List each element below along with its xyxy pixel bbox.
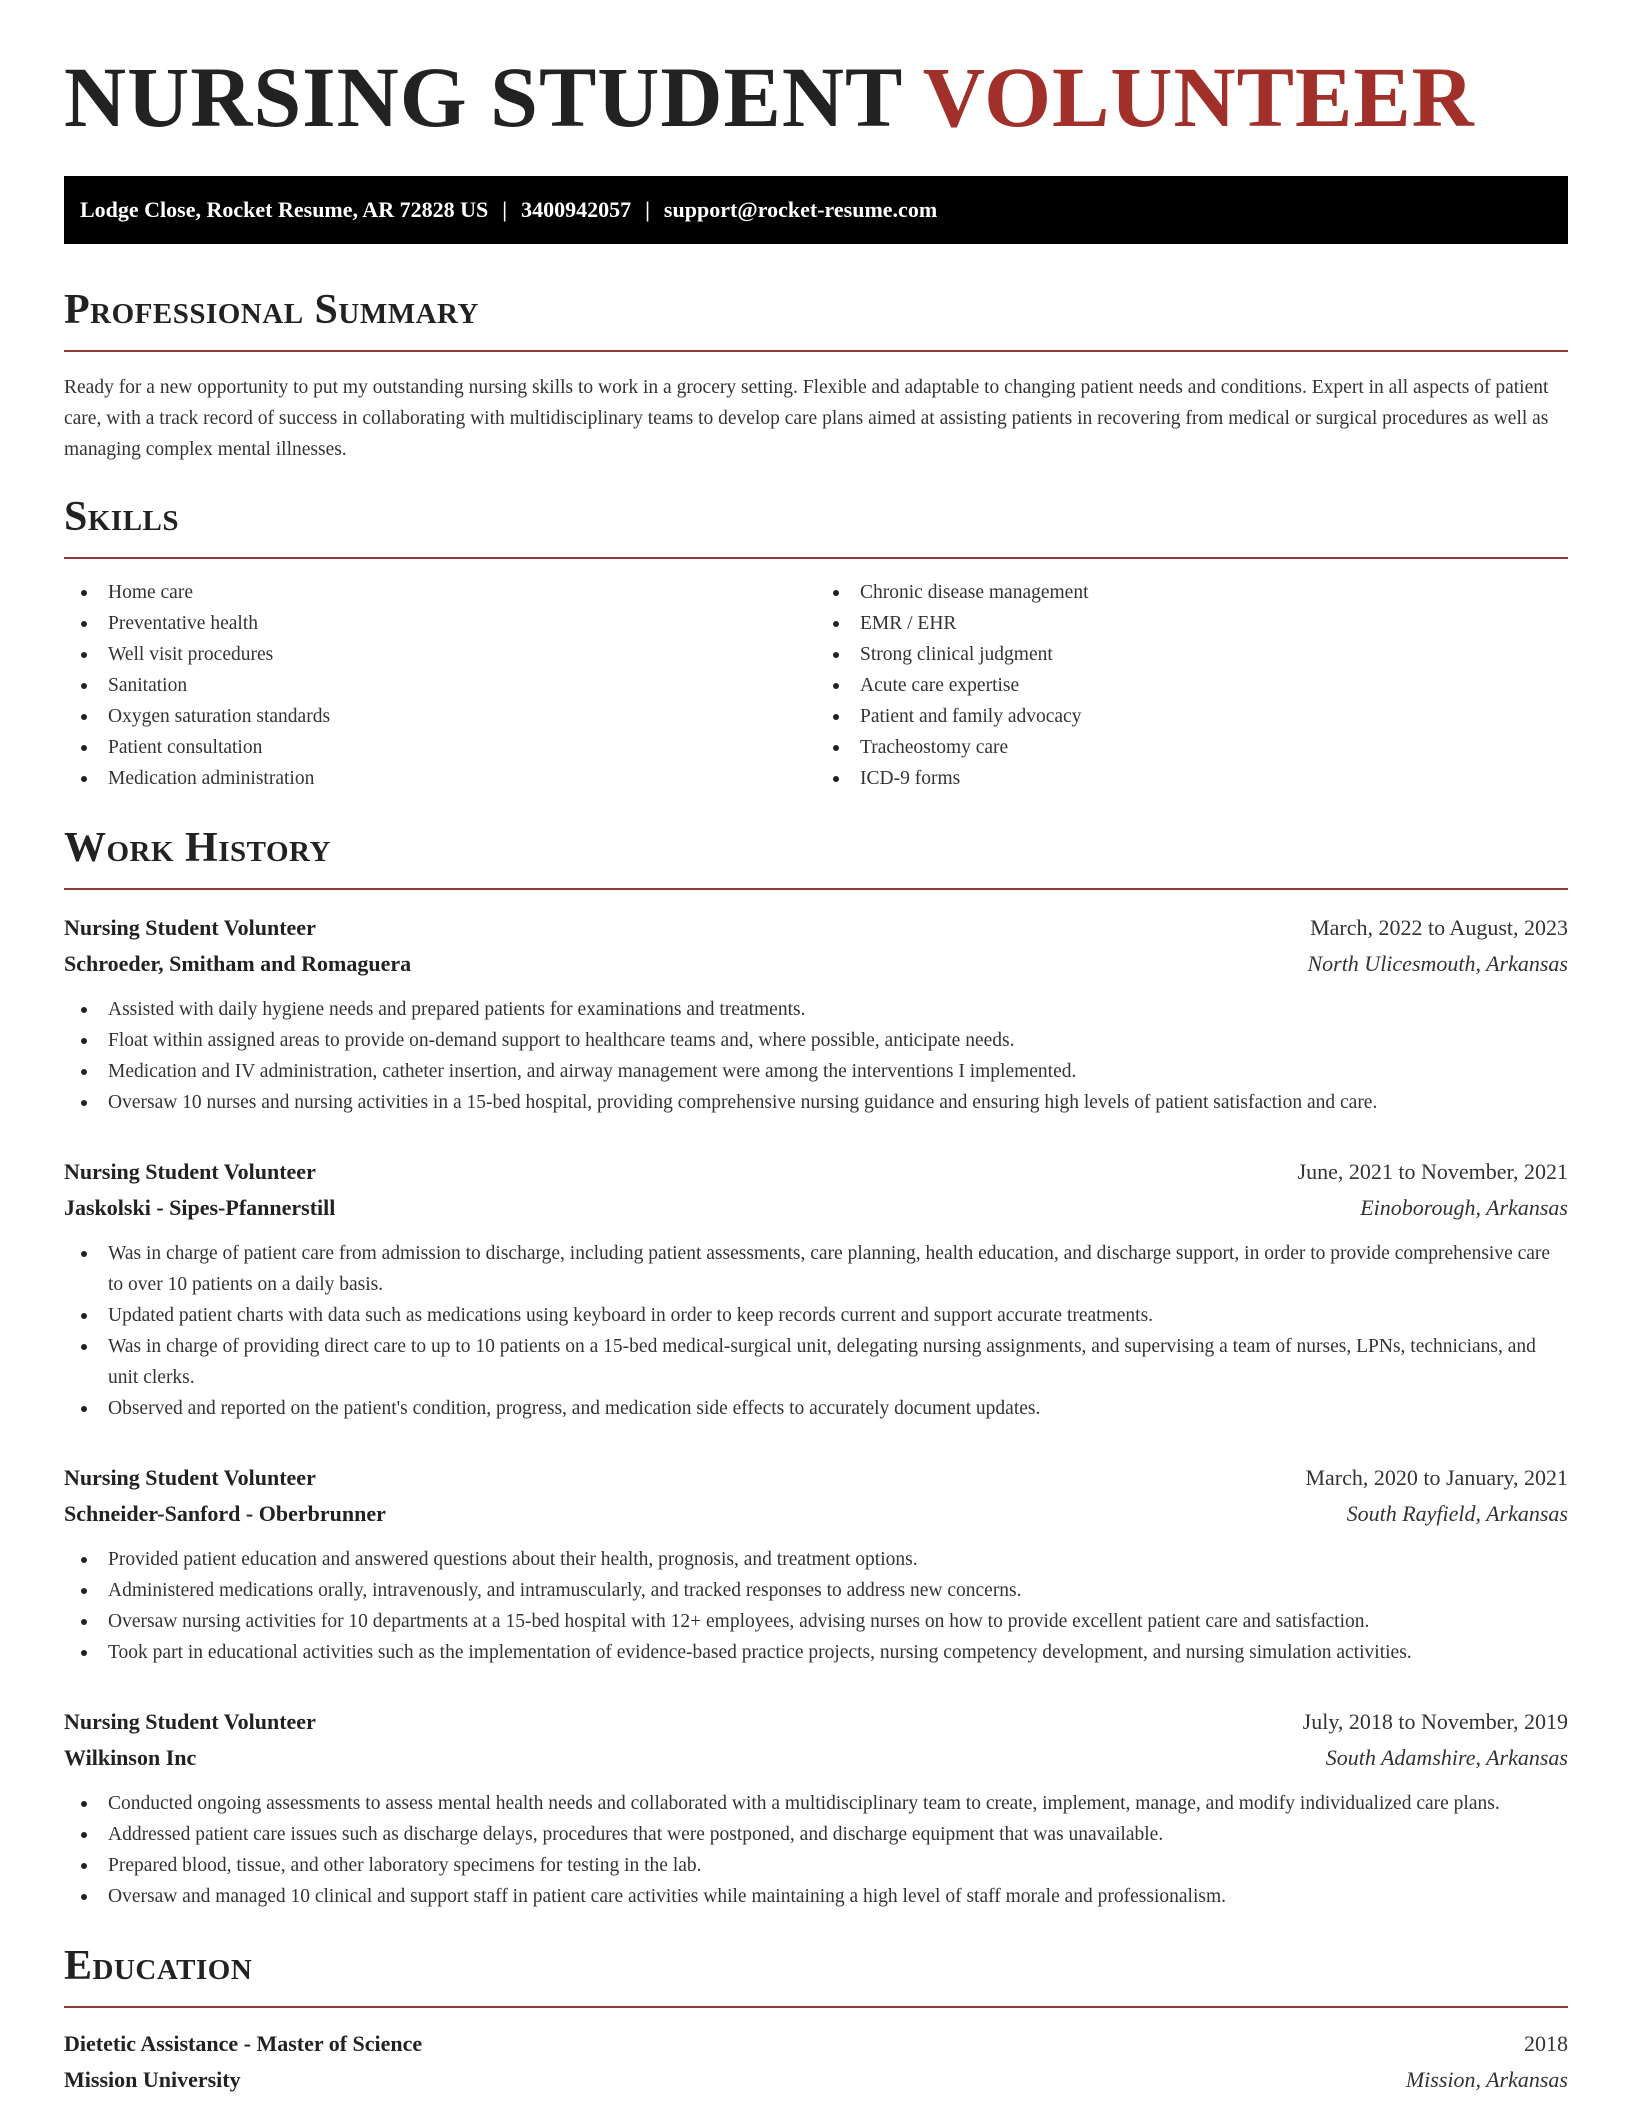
job-bullets (64, 1788, 1568, 1912)
job-bullet: Took part in educational activities such as the implementation of evidence-based practice projects, nursing competency development, and nursing simulation activities. (64, 1637, 1568, 1668)
skill-item: EMR / EHR (816, 608, 1568, 639)
job-location: Einoborough, Arkansas (1360, 1195, 1568, 1220)
job-bullet: Was in charge of patient care from admission to discharge, including patient assessments, care planning, health education, and discharge support, in order to provide comprehensive care to over 10 patients on a daily basis. (64, 1238, 1568, 1300)
job-bullet: Was in charge of providing direct care to up to 10 patients on a 15-bed medical-surgical unit, delegating nursing assignments, and supervising a team of nurses, LPNs, technicians, and unit clerks. (64, 1331, 1568, 1393)
skills-column-right (816, 577, 1568, 794)
education-header-row (64, 2026, 1568, 2062)
skill-item: ICD-9 forms (816, 763, 1568, 794)
job-location: South Adamshire, Arkansas (1325, 1745, 1568, 1770)
section-divider (64, 557, 1568, 559)
summary-heading: Professional Summary (64, 287, 479, 333)
education-section (64, 1942, 1568, 2098)
education-entry (64, 2026, 1568, 2098)
job-title: Nursing Student Volunteer (64, 1465, 316, 1490)
job-company: Wilkinson Inc (64, 1745, 197, 1770)
name-main: NURSING STUDENT (64, 49, 902, 145)
skill-item: Strong clinical judgment (816, 639, 1568, 670)
skill-item: Sanitation (64, 670, 816, 701)
job-bullet: Conducted ongoing assessments to assess mental health needs and collaborated with a multidisciplinary team to create, implement, manage, and modify individualized care plans. (64, 1788, 1568, 1819)
job-dates: July, 2018 to November, 2019 (1302, 1709, 1568, 1734)
summary-text: Ready for a new opportunity to put my outstanding nursing skills to work in a grocery setting. Flexible and adaptable to changing patient needs and conditions. Expert in all aspects of patient care, with a track record of success in collaborating with multidisciplinary teams to develop care plans aimed at assisting patients in recovering from medical or surgical procedures as well as managing complex mental illnesses. (64, 377, 1549, 460)
job-bullet: Float within assigned areas to provide on-demand support to healthcare teams and, where possible, anticipate needs. (64, 1025, 1568, 1056)
name-accent: VOLUNTEER (922, 49, 1475, 145)
skill-item: Oxygen saturation standards (64, 701, 816, 732)
section-divider (64, 350, 1568, 352)
job-entry (64, 1154, 1568, 1424)
contact-separator: | (645, 197, 650, 222)
skill-item: Preventative health (64, 608, 816, 639)
job-location: North Ulicesmouth, Arkansas (1307, 951, 1568, 976)
skill-item: Medication administration (64, 763, 816, 794)
job-title: Nursing Student Volunteer (64, 1159, 316, 1184)
section-divider (64, 888, 1568, 890)
job-company: Schroeder, Smitham and Romaguera (64, 951, 412, 976)
contact-phone: 3400942057 (521, 197, 632, 222)
education-school-row (64, 2062, 1568, 2098)
contact-separator: | (502, 197, 508, 222)
job-header-row (64, 1460, 1568, 1496)
resume-name (64, 0, 1568, 145)
job-bullet: Observed and reported on the patient's condition, progress, and medication side effects to accurately document updates. (64, 1393, 1568, 1424)
job-bullet: Addressed patient care issues such as discharge delays, procedures that were postponed, and discharge equipment that was unavailable. (64, 1819, 1568, 1850)
summary-section (64, 286, 1568, 465)
job-company-row (64, 946, 1568, 982)
job-entry (64, 1460, 1568, 1668)
job-location: South Rayfield, Arkansas (1346, 1501, 1568, 1526)
skill-item: Chronic disease management (816, 577, 1568, 608)
job-bullet: Oversaw nursing activities for 10 departments at a 15-bed hospital with 12+ employees, advising nurses on how to provide excellent patient care and satisfaction. (64, 1606, 1568, 1637)
skill-item: Patient and family advocacy (816, 701, 1568, 732)
job-bullets (64, 1238, 1568, 1424)
skill-item: Home care (64, 577, 816, 608)
job-bullet: Medication and IV administration, catheter insertion, and airway management were among the interventions I implemented. (64, 1056, 1568, 1087)
education-school: Mission University (64, 2067, 241, 2092)
job-company-row (64, 1496, 1568, 1532)
job-title: Nursing Student Volunteer (64, 1709, 316, 1734)
contact-email: support@rocket-resume.com (663, 197, 938, 222)
job-dates: March, 2022 to August, 2023 (1310, 915, 1568, 940)
skills-list (64, 577, 1568, 794)
skills-column-left (64, 577, 816, 794)
work-history-heading: Work History (64, 825, 331, 871)
skill-item: Well visit procedures (64, 639, 816, 670)
education-heading: Education (64, 1943, 253, 1989)
job-company-row (64, 1740, 1568, 1776)
job-bullet: Updated patient charts with data such as medications using keyboard in order to keep records current and support accurate treatments. (64, 1300, 1568, 1331)
education-year: 2018 (1524, 2031, 1568, 2056)
skills-section (64, 493, 1568, 794)
skills-heading: Skills (64, 494, 180, 540)
skill-item: Patient consultation (64, 732, 816, 763)
education-location: Mission, Arkansas (1405, 2067, 1568, 2092)
education-degree: Dietetic Assistance - Master of Science (64, 2031, 423, 2056)
contact-bar (64, 176, 1568, 244)
work-history-section (64, 824, 1568, 1912)
job-header-row (64, 1154, 1568, 1190)
job-company: Schneider-Sanford - Oberbrunner (64, 1501, 386, 1526)
job-company-row (64, 1190, 1568, 1226)
job-bullet: Provided patient education and answered questions about their health, prognosis, and treatment options. (64, 1544, 1568, 1575)
contact-address: Lodge Close, Rocket Resume, AR 72828 US (80, 197, 489, 222)
job-bullet: Administered medications orally, intravenously, and intramuscularly, and tracked responses to address new concerns. (64, 1575, 1568, 1606)
job-dates: June, 2021 to November, 2021 (1297, 1159, 1568, 1184)
section-divider (64, 2006, 1568, 2008)
job-entry (64, 1704, 1568, 1912)
job-bullets (64, 994, 1568, 1118)
skill-item: Tracheostomy care (816, 732, 1568, 763)
skill-item: Acute care expertise (816, 670, 1568, 701)
job-bullets (64, 1544, 1568, 1668)
job-title: Nursing Student Volunteer (64, 915, 316, 940)
job-bullet: Assisted with daily hygiene needs and prepared patients for examinations and treatments. (64, 994, 1568, 1025)
job-dates: March, 2020 to January, 2021 (1305, 1465, 1568, 1490)
job-bullet: Prepared blood, tissue, and other laboratory specimens for testing in the lab. (64, 1850, 1568, 1881)
job-header-row (64, 1704, 1568, 1740)
job-header-row (64, 910, 1568, 946)
job-bullet: Oversaw 10 nurses and nursing activities in a 15-bed hospital, providing comprehensive nursing guidance and ensuring high levels of patient satisfaction and care. (64, 1087, 1568, 1118)
job-entry (64, 910, 1568, 1118)
job-bullet: Oversaw and managed 10 clinical and support staff in patient care activities while maintaining a high level of staff morale and professionalism. (64, 1881, 1568, 1912)
job-company: Jaskolski - Sipes-Pfannerstill (64, 1195, 336, 1220)
